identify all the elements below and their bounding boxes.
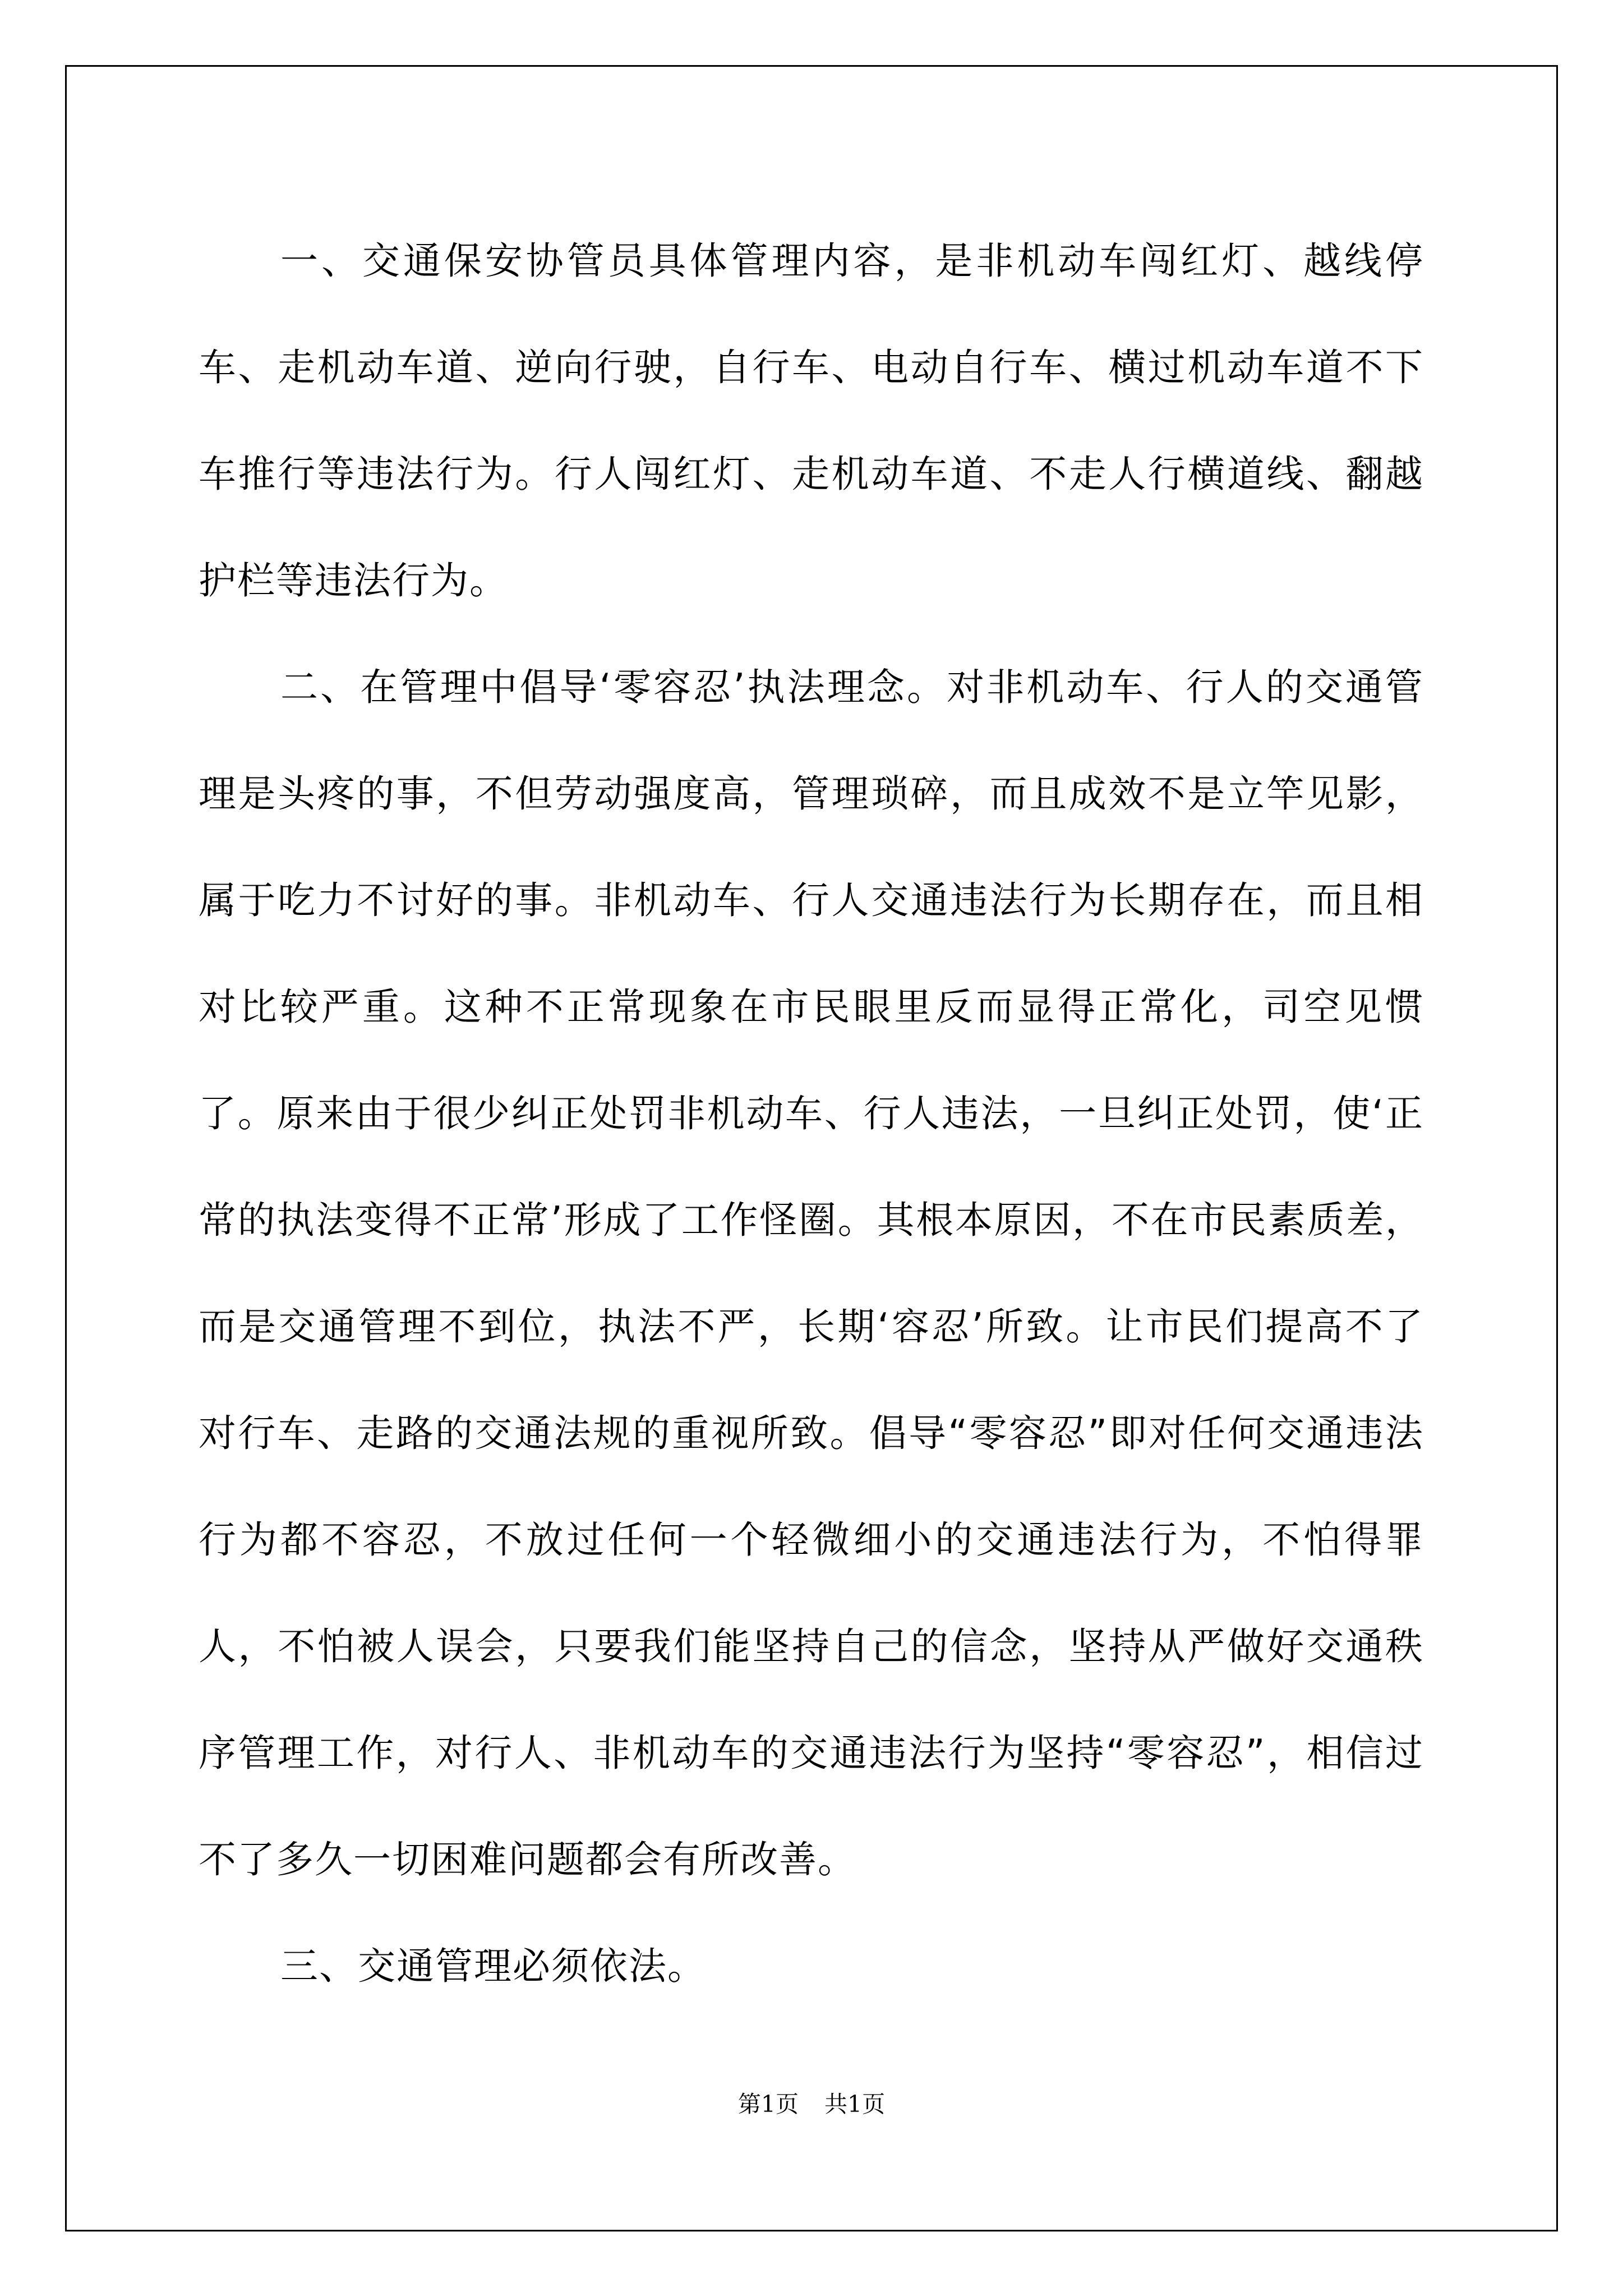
paragraph-3: 三、交通管理必须依法。 <box>280 1944 706 1988</box>
page-number-current: 第1页 <box>737 2091 799 2118</box>
document-body <box>199 208 1424 2019</box>
paragraph-1: 一、交通保安协管员具体管理内容，是非机动车闯红灯、越线停车、走机动车道、逆向行驶，自行车、电动自行车、横过机动车道不下车推行等违法行为。行人闯红灯、走机动车道、不走人行横道线、翻越护栏等违法行为。 <box>199 239 1424 602</box>
paragraph-2: 二、在管理中倡导‘零容忍’执法理念。对非机动车、行人的交通管理是头疼的事，不但劳动强度高，管理琐碎，而且成效不是立竿见影，属于吃力不讨好的事。非机动车、行人交通违法行为长期存在，而且相对比较严重。这种不正常现象在市民眼里反而显得正常化，司空见惯了。原来由于很少纠正处罚非机动车、行人违法，一旦纠正处罚，使‘正常的执法变得不正常’形成了工作怪圈。其根本原因，不在市民素质差，而是交通管理不到位，执法不严，长期‘容忍’所致。让市民们提高不了对行车、走路的交通法规的重视所致。倡导“零容忍”即对任何交通违法行为都不容忍，不放过任何一个轻微细小的交通违法行为，不怕得罪人，不怕被人误会，只要我们能坚持自己的信念，坚持从严做好交通秩序管理工作，对行人、非机动车的交通违法行为坚持“零容忍”，相信过不了多久一切困难问题都会有所改善。 <box>199 665 1424 1881</box>
page-footer <box>0 2086 1623 2119</box>
page-number-total: 共1页 <box>824 2091 886 2118</box>
